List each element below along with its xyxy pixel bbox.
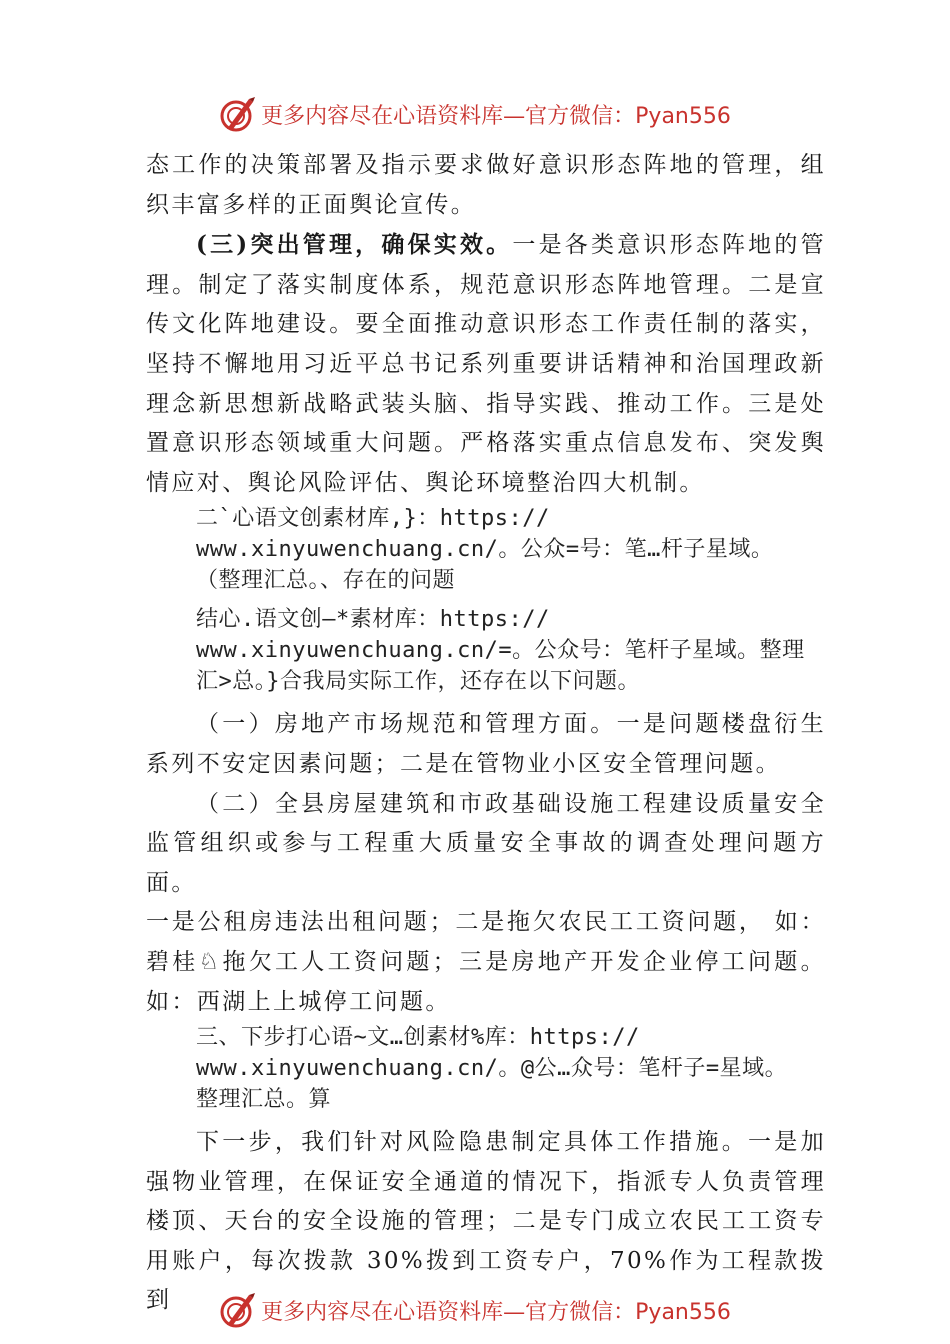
paragraph-1: 态工作的决策部署及指示要求做好意识形态阵地的管理，组织丰富多样的正面舆论宣传。 [146,152,826,218]
watermark-text [261,1295,731,1326]
watermark-3-line-2: www.xinyuwenchuang.cn/。@公…众号：笔杆子=星域。 [196,1056,788,1082]
quill-seal-logo-icon [219,95,257,133]
watermark-wechat-label: 官方微信： [525,1299,636,1325]
watermark-dash: — [503,1299,526,1325]
section-heading-3: (三)突出管理，确保实效。 [196,231,513,259]
watermark-2-line-1: 结心.语文创—*素材库：https:// [196,607,550,633]
watermark-main-text: 更多内容尽在心语资料库 [261,1299,504,1325]
paragraph-4: （二）全县房屋建筑和市政基础设施工程建设质量安全监管组织或参与工程重大质量安全事故的调查处理问题方面。 [146,790,826,896]
watermark-1-line-1: 二`心语文创素材库,}：https:// [196,506,550,532]
watermark-1-line-2: www.xinyuwenchuang.cn/。公众=号：笔…杆子星域。 [196,537,774,563]
watermark-block-1 [146,503,826,596]
watermark-3-line-1: 三、下步打心语~文…创素材%库：https:// [196,1025,640,1051]
document-body [146,146,826,1321]
paragraph-5: 一是公租房违法出租问题；二是拖欠农民工工资问题， 如：碧桂♘拖欠工人工资问题；三是房地产开发企业停工问题。如：西湖上上城停工问题。 [146,909,826,1015]
watermark-main-text: 更多内容尽在心语资料库 [261,103,504,129]
footer-watermark-banner [0,1288,950,1332]
watermark-block-2 [146,604,826,697]
watermark-wechat-id: Pyan556 [635,1299,731,1325]
paragraph-6: 下一步，我们针对风险隐患制定具体工作措施。一是加强物业管理，在保证安全通道的情况下，指派专人负责管理楼顶、天台的安全设施的管理；二是专门成立农民工工资专用账户，每次拨款 30%拨到工资专户，70%作为工程款拨到 [146,1129,826,1314]
watermark-block-3 [146,1022,826,1115]
watermark-wechat-id: Pyan556 [635,103,731,129]
header-watermark-banner [0,92,950,136]
paragraph-2 [146,225,826,503]
watermark-2-line-3: 汇>总。}合我局实际工作，还存在以下问题。 [196,669,640,695]
paragraph-2-text: 一是各类意识形态阵地的管理。制定了落实制度体系，规范意识形态阵地管理。二是宣传文化阵地建设。要全面推动意识形态工作责任制的落实，坚持不懈地用习近平总书记系列重要讲话精神和治国理政新理念新思想新战略武装头脑、指导实践、推动工作。三是处置意识形态领域重大问题。严格落实重点信息发布、突发舆情应对、舆论风险评估、舆论环境整治四大机制。 [146,232,826,496]
watermark-text [261,99,731,130]
watermark-3-line-3: 整理汇总。算 [196,1087,332,1113]
watermark-dash: — [503,103,526,129]
quill-seal-logo-icon [219,1291,257,1329]
watermark-wechat-label: 官方微信： [525,103,636,129]
watermark-1-line-3: （整理汇总。、存在的问题 [196,568,456,594]
watermark-2-line-2: www.xinyuwenchuang.cn/=。公众号：笔杆子星域。整理 [196,638,805,664]
paragraph-3: （一）房地产市场规范和管理方面。一是问题楼盘衍生系列不安定因素问题；二是在管物业小区安全管理问题。 [146,711,826,777]
